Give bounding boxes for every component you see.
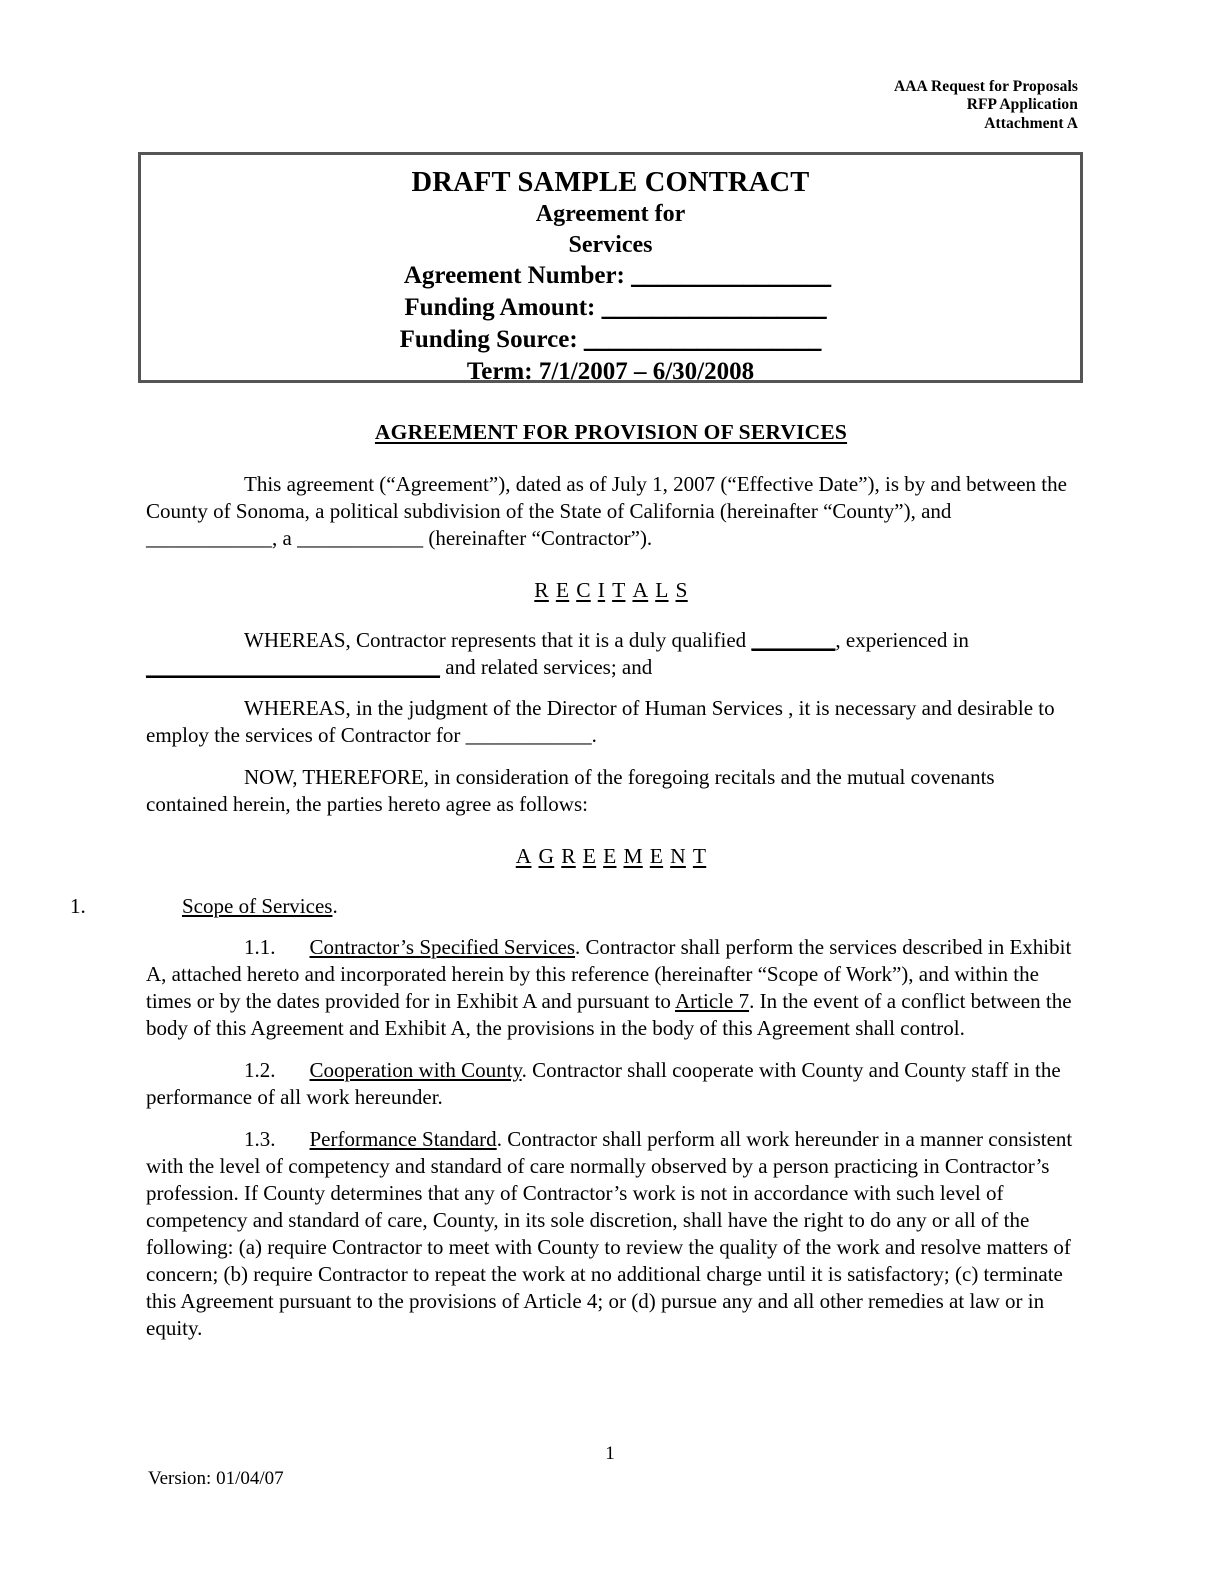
subsection-1-3-number: 1.3. bbox=[244, 1126, 276, 1151]
subsection-1-1-title: Contractor’s Specified Services bbox=[309, 934, 576, 959]
intro-paragraph: This agreement (“Agreement”), dated as of July 1, 2007 (“Effective Date”), is by and between the County of Sonoma, a political subdivision of the State of California (hereinafter “County”), and ____________, a ____________ (hereinafter “Contractor”). bbox=[146, 472, 1067, 550]
recitals-letter: I bbox=[597, 577, 606, 602]
contract-title: DRAFT SAMPLE CONTRACT bbox=[411, 167, 810, 198]
recitals-heading bbox=[146, 578, 1076, 603]
article-1-number: 1. bbox=[70, 893, 86, 918]
subsection-1-2-text-part-1: . Contractor shall cooperate with County and County staff in the performance of all work hereunder. bbox=[146, 1057, 1061, 1109]
recital-1-blank-1[interactable]: ________ bbox=[751, 627, 836, 652]
agreement-letter: A bbox=[515, 843, 532, 868]
funding-source-blank[interactable]: ___________________ bbox=[583, 325, 822, 353]
agreement-letter: G bbox=[538, 843, 555, 868]
recital-1-text-part-2: , experienced in bbox=[835, 627, 969, 652]
header-line-1: AAA Request for Proposals bbox=[893, 78, 1078, 95]
funding-source-row bbox=[141, 324, 1080, 356]
recital-paragraph-2: WHEREAS, in the judgment of the Director of Human Services , it is necessary and desirable to employ the services of Contractor for ____________. bbox=[146, 696, 1055, 748]
subsection-1-3 bbox=[146, 1126, 1076, 1342]
document-header bbox=[894, 78, 1078, 133]
recital-1-text-part-1: WHEREAS, Contractor represents that it is a duly qualified bbox=[244, 627, 747, 652]
header-line-3: Attachment A bbox=[984, 114, 1078, 132]
recitals-letter: C bbox=[576, 577, 591, 602]
subsection-1-1-article-reference[interactable]: Article 7 bbox=[675, 988, 750, 1013]
agreement-letter: E bbox=[603, 843, 617, 868]
subsection-1-2-title: Cooperation with County bbox=[309, 1057, 522, 1082]
subsection-1-3-text-part-1: . Contractor shall perform all work hereunder in a manner consistent with the level of competency and standard of care normally observed by a person practicing in Contractor’s profession. If County determines that any of Contractor’s work is not in accordance with such level of competency and standard of care, County, in its sole discretion, shall have the right to do any or all of the following: (a) require Contractor to meet with County to review the quality of the work and resolve matters of concern; (b) require Contractor to repeat the work at no additional charge until it is satisfactory; (c) terminate this Agreement pursuant to the provisions of Article 4; or (d) pursue any and all other remedies at law or in equity. bbox=[146, 1126, 1073, 1340]
agreement-number-label: Agreement Number: bbox=[403, 262, 625, 290]
agreement-provision-heading: AGREEMENT FOR PROVISION OF SERVICES bbox=[374, 420, 848, 444]
now-therefore-paragraph: NOW, THEREFORE, in consideration of the foregoing recitals and the mutual covenants contained herein, the parties hereto agree as follows: bbox=[146, 765, 995, 816]
subsection-1-1-number: 1.1. bbox=[244, 934, 276, 959]
contract-subtitle-line-1: Agreement for bbox=[535, 201, 686, 228]
agreement-number-row bbox=[141, 260, 1080, 292]
recitals-letter: E bbox=[555, 577, 570, 602]
recitals-letter: A bbox=[632, 577, 649, 602]
recital-paragraph-1 bbox=[146, 627, 1076, 681]
document-body bbox=[70, 420, 1076, 1357]
page-number: 1 bbox=[605, 1443, 615, 1464]
agreement-number-blank[interactable]: ________________ bbox=[631, 262, 832, 290]
term-row bbox=[141, 356, 1080, 388]
subsection-1-2 bbox=[146, 1057, 1076, 1111]
agreement-letter: E bbox=[649, 843, 664, 868]
term-value: 7/1/2007 – 6/30/2008 bbox=[538, 357, 755, 385]
subsection-1-1-text-part-1: . Contractor shall perform the services described in Exhibit A, attached hereto and incorporated herein by this reference (hereinafter “Scope of Work”), and within the times or by the dates provided for in Exhibit A and pursuant to bbox=[146, 934, 1072, 1013]
agreement-letter: M bbox=[623, 843, 643, 868]
recitals-letter: S bbox=[675, 577, 688, 602]
recitals-letter: R bbox=[534, 577, 549, 602]
subsection-1-3-title: Performance Standard bbox=[309, 1126, 497, 1151]
agreement-section-heading bbox=[146, 844, 1076, 869]
agreement-letter: E bbox=[582, 843, 597, 868]
header-line-2: RFP Application bbox=[966, 96, 1078, 114]
contract-subtitle-line-2: Services bbox=[568, 231, 653, 258]
funding-source-label: Funding Source: bbox=[399, 325, 578, 353]
recital-1-text-part-3: and related services; and bbox=[440, 654, 653, 679]
agreement-letter: T bbox=[692, 843, 707, 868]
agreement-letter: N bbox=[670, 843, 686, 868]
recital-1-blank-2[interactable]: ____________________________ bbox=[146, 654, 440, 679]
subsection-1-2-number: 1.2. bbox=[244, 1057, 276, 1082]
contract-title-box bbox=[138, 152, 1083, 383]
funding-amount-label: Funding Amount: bbox=[404, 294, 596, 322]
recitals-letter: T bbox=[612, 577, 626, 602]
funding-amount-blank[interactable]: __________________ bbox=[601, 294, 827, 322]
article-1-title-suffix: . bbox=[332, 893, 338, 918]
agreement-letter: R bbox=[561, 843, 576, 868]
term-label: Term: bbox=[466, 357, 533, 385]
subsection-1-1 bbox=[146, 934, 1076, 1042]
subsection-1-1-text-part-2: . In the event of a conflict between the body of this Agreement and Exhibit A, the provisions in the body of this Agreement shall control. bbox=[146, 988, 1072, 1040]
version-label: Version: 01/04/07 bbox=[148, 1468, 284, 1489]
funding-amount-row bbox=[141, 292, 1080, 324]
article-1-title: Scope of Services bbox=[182, 893, 333, 918]
recitals-letter: L bbox=[655, 577, 669, 602]
article-1-heading bbox=[70, 893, 1076, 920]
